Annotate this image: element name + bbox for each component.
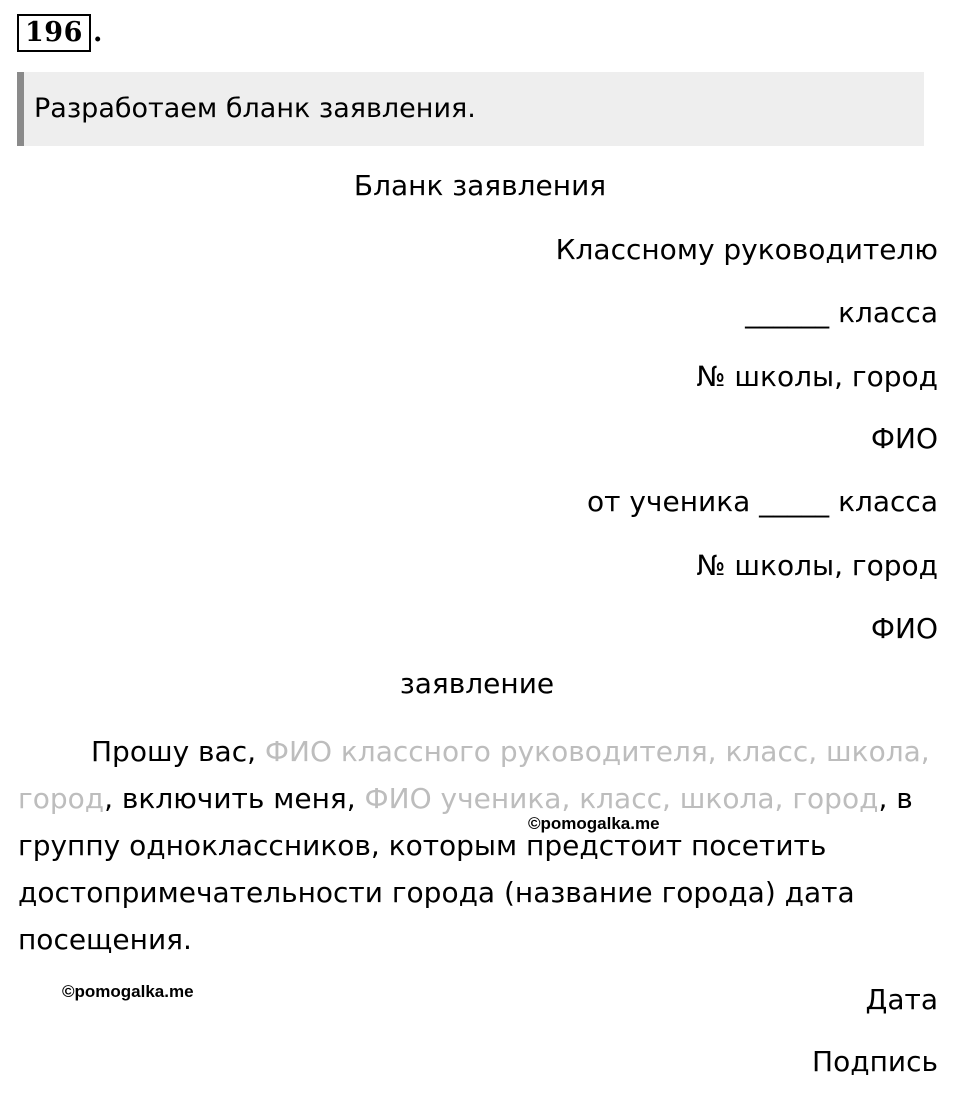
watermark: ©pomogalka.me <box>528 814 660 833</box>
fio-line-1: ФИО <box>870 422 938 455</box>
school-city-line-2: № школы, город <box>696 549 938 582</box>
class-line: ______ класса <box>745 296 938 329</box>
body-text-3: , в группу одноклассников, которым предстоит посетить достопримечательности города (название города) дата посещения. <box>18 782 913 956</box>
placeholder-teacher: ФИО классного руководителя, класс, школа, город <box>18 735 930 815</box>
task-number-box <box>17 14 91 52</box>
addressee-line: Классному руководителю <box>555 233 938 266</box>
statement-heading: заявление <box>399 667 555 700</box>
task-number-dot: . <box>93 17 103 48</box>
fio-line-2: ФИО <box>870 612 938 645</box>
body-text-1: Прошу вас, <box>91 735 265 768</box>
form-title: Бланк заявления <box>353 169 607 202</box>
date-label: Дата <box>865 983 938 1016</box>
statement-body <box>18 728 942 963</box>
body-text-2: , включить меня, <box>104 782 365 815</box>
task-banner <box>17 72 924 146</box>
signature-label: Подпись <box>812 1045 938 1078</box>
placeholder-student: ФИО ученика, класс, школа, город <box>364 782 879 815</box>
watermark: ©pomogalka.me <box>62 982 194 1001</box>
banner-text: Разработаем бланк заявления. <box>34 93 476 124</box>
from-student-line: от ученика _____ класса <box>587 485 938 518</box>
school-city-line-1: № школы, город <box>696 360 938 393</box>
task-number: 196 <box>25 17 83 48</box>
